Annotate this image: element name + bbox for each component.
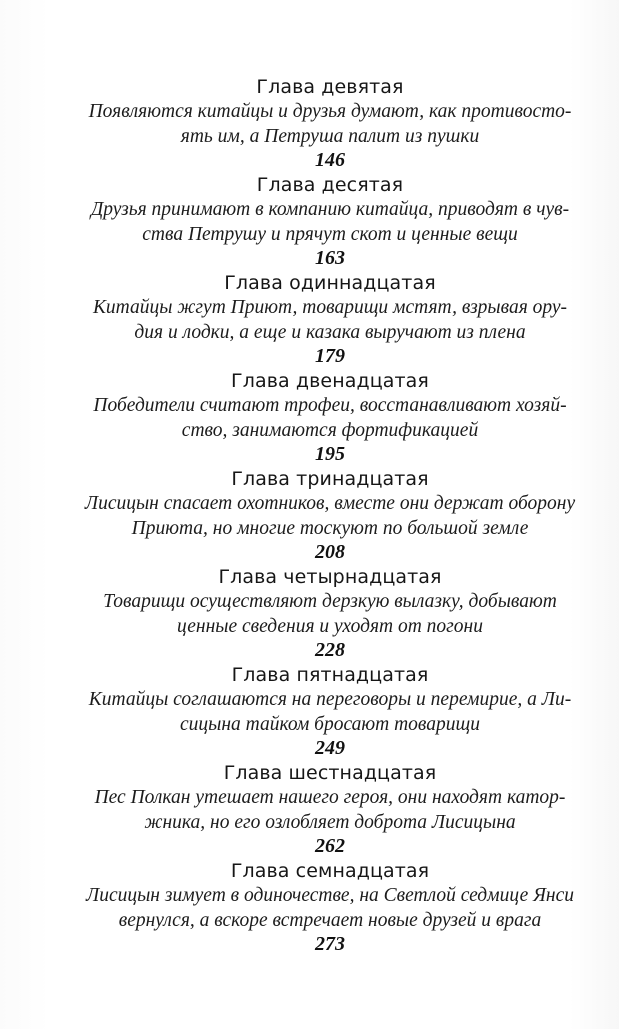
toc-entry-17 xyxy=(60,858,600,956)
summary-line: ять им, а Петруша палит из пушки xyxy=(180,125,480,147)
summary-line: ценные сведения и уходят от погони xyxy=(177,615,483,637)
chapter-title: Глава шестнадцатая xyxy=(223,762,437,784)
chapter-title: Глава девятая xyxy=(256,76,404,98)
chapter-summary xyxy=(60,884,600,933)
page-number: 179 xyxy=(315,345,345,367)
summary-line: Китайцы жгут Приют, товарищи мстят, взрывая ору- xyxy=(92,297,568,318)
toc-entry-13 xyxy=(60,466,600,564)
chapter-title: Глава десятая xyxy=(256,174,404,196)
summary-line: Друзья принимают в компанию китайца, приводят в чув- xyxy=(90,199,570,220)
chapter-summary xyxy=(60,590,600,639)
chapter-title: Глава тринадцатая xyxy=(231,468,429,490)
page-number: 146 xyxy=(315,149,345,171)
chapter-summary xyxy=(60,786,600,835)
summary-line: вернулся, а вскоре встречает новые друзей и врага xyxy=(118,909,542,931)
chapter-title: Глава четырнадцатая xyxy=(218,566,442,588)
summary-line: Китайцы соглашаются на переговоры и перемирие, а Ли- xyxy=(88,689,572,710)
page-number: 262 xyxy=(315,835,345,857)
summary-line: Пес Полкан утешает нашего героя, они находят катор- xyxy=(94,787,566,808)
summary-line: Товарищи осуществляют дерзкую вылазку, добывают xyxy=(103,591,557,612)
chapter-summary xyxy=(60,100,600,149)
chapter-title: Глава одиннадцатая xyxy=(224,272,436,294)
summary-line: Лисицын зимует в одиночестве, на Светлой седмице Янси xyxy=(85,885,574,906)
toc-entry-12 xyxy=(60,368,600,466)
summary-line: Лисицын спасает охотников, вместе они держат оборону xyxy=(84,493,576,514)
chapter-summary xyxy=(60,198,600,247)
chapter-summary xyxy=(60,394,600,443)
chapter-title: Глава двенадцатая xyxy=(231,370,429,392)
toc-entry-16 xyxy=(60,760,600,858)
page-number: 195 xyxy=(315,443,345,465)
summary-line: Приюта, но многие тоскуют по большой земле xyxy=(131,517,529,539)
page-number: 163 xyxy=(315,247,345,269)
table-of-contents xyxy=(60,74,600,956)
toc-entry-9 xyxy=(60,74,600,172)
page-number: 228 xyxy=(315,639,345,661)
chapter-title: Глава семнадцатая xyxy=(230,860,430,882)
chapter-summary xyxy=(60,296,600,345)
toc-entry-15 xyxy=(60,662,600,760)
summary-line: дия и лодки, а еще и казака выручают из плена xyxy=(134,321,526,343)
summary-line: жника, но его озлобляет доброта Лисицына xyxy=(144,811,516,833)
summary-line: сицына тайком бросают товарищи xyxy=(180,713,480,735)
page-number: 273 xyxy=(315,933,345,955)
summary-line: Появляются китайцы и друзья думают, как противосто- xyxy=(88,101,572,122)
summary-line: Победители считают трофеи, восстанавливают хозяй- xyxy=(93,395,567,416)
page-number: 208 xyxy=(315,541,345,563)
toc-entry-10 xyxy=(60,172,600,270)
chapter-title: Глава пятнадцатая xyxy=(231,664,429,686)
summary-line: ство, занимаются фортификацией xyxy=(181,419,479,441)
toc-entry-14 xyxy=(60,564,600,662)
toc-entry-11 xyxy=(60,270,600,368)
chapter-summary xyxy=(60,492,600,541)
summary-line: ства Петрушу и прячут скот и ценные вещи xyxy=(142,223,518,245)
chapter-summary xyxy=(60,688,600,737)
page-number: 249 xyxy=(315,737,345,759)
